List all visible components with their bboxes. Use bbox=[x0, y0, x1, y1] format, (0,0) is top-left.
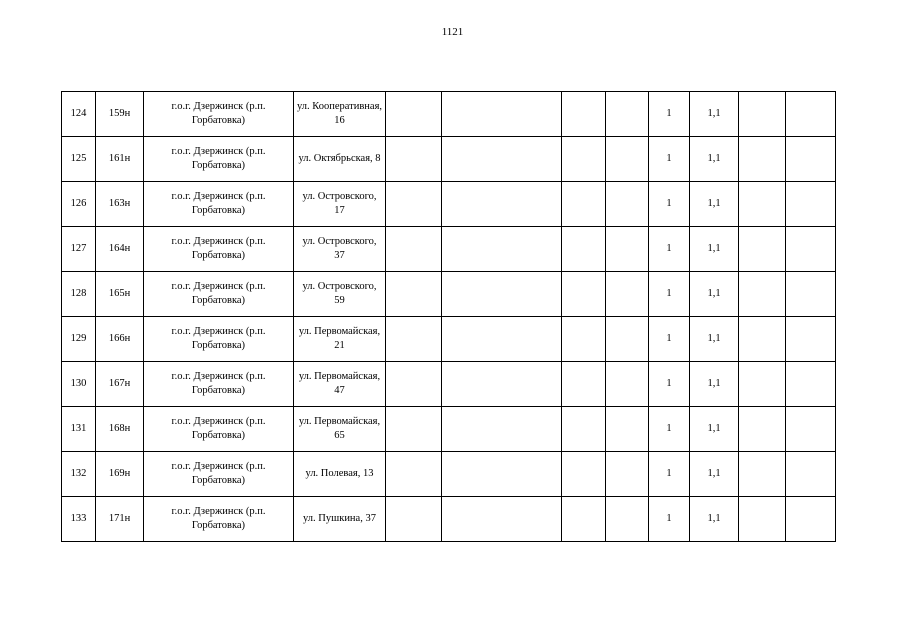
address-cell: ул. Островского, 17 bbox=[294, 182, 386, 227]
municipality-cell: г.о.г. Дзержинск (р.п. Горбатовка) bbox=[144, 452, 294, 497]
empty-cell bbox=[606, 227, 649, 272]
empty-cell bbox=[442, 92, 562, 137]
table-row bbox=[62, 497, 836, 542]
municipality-cell: г.о.г. Дзержинск (р.п. Горбатовка) bbox=[144, 227, 294, 272]
row-number-cell: 126 bbox=[62, 182, 96, 227]
empty-cell bbox=[786, 317, 836, 362]
object-code-cell: 161н bbox=[96, 137, 144, 182]
empty-cell bbox=[562, 407, 606, 452]
table-row bbox=[62, 317, 836, 362]
object-code-cell: 166н bbox=[96, 317, 144, 362]
table-row bbox=[62, 137, 836, 182]
empty-cell bbox=[606, 452, 649, 497]
address-cell: ул. Октябрьская, 8 bbox=[294, 137, 386, 182]
municipality-cell: г.о.г. Дзержинск (р.п. Горбатовка) bbox=[144, 182, 294, 227]
empty-cell bbox=[562, 137, 606, 182]
empty-cell bbox=[386, 137, 442, 182]
empty-cell bbox=[442, 452, 562, 497]
page-number: 1121 bbox=[441, 26, 464, 38]
table-row bbox=[62, 452, 836, 497]
empty-cell bbox=[386, 452, 442, 497]
empty-cell bbox=[386, 92, 442, 137]
empty-cell bbox=[739, 182, 786, 227]
empty-cell bbox=[562, 92, 606, 137]
object-code-cell: 164н bbox=[96, 227, 144, 272]
table-row bbox=[62, 362, 836, 407]
object-code-cell: 167н bbox=[96, 362, 144, 407]
quantity-cell: 1 bbox=[649, 227, 690, 272]
value-cell: 1,1 bbox=[690, 137, 739, 182]
empty-cell bbox=[562, 317, 606, 362]
address-cell: ул. Полевая, 13 bbox=[294, 452, 386, 497]
value-cell: 1,1 bbox=[690, 182, 739, 227]
address-cell: ул. Пушкина, 37 bbox=[294, 497, 386, 542]
empty-cell bbox=[442, 227, 562, 272]
value-cell: 1,1 bbox=[690, 407, 739, 452]
value-cell: 1,1 bbox=[690, 272, 739, 317]
empty-cell bbox=[606, 362, 649, 407]
empty-cell bbox=[606, 182, 649, 227]
row-number-cell: 125 bbox=[62, 137, 96, 182]
table-row bbox=[62, 272, 836, 317]
empty-cell bbox=[442, 362, 562, 407]
object-code-cell: 163н bbox=[96, 182, 144, 227]
municipality-cell: г.о.г. Дзержинск (р.п. Горбатовка) bbox=[144, 362, 294, 407]
object-code-cell: 171н bbox=[96, 497, 144, 542]
empty-cell bbox=[739, 452, 786, 497]
table-row bbox=[62, 182, 836, 227]
empty-cell bbox=[606, 92, 649, 137]
empty-cell bbox=[562, 362, 606, 407]
quantity-cell: 1 bbox=[649, 497, 690, 542]
value-cell: 1,1 bbox=[690, 497, 739, 542]
quantity-cell: 1 bbox=[649, 92, 690, 137]
empty-cell bbox=[739, 227, 786, 272]
empty-cell bbox=[562, 272, 606, 317]
quantity-cell: 1 bbox=[649, 362, 690, 407]
empty-cell bbox=[442, 497, 562, 542]
empty-cell bbox=[562, 452, 606, 497]
municipality-cell: г.о.г. Дзержинск (р.п. Горбатовка) bbox=[144, 407, 294, 452]
municipality-cell: г.о.г. Дзержинск (р.п. Горбатовка) bbox=[144, 317, 294, 362]
table-body bbox=[62, 92, 836, 542]
empty-cell bbox=[606, 317, 649, 362]
value-cell: 1,1 bbox=[690, 92, 739, 137]
row-number-cell: 127 bbox=[62, 227, 96, 272]
empty-cell bbox=[739, 137, 786, 182]
empty-cell bbox=[386, 407, 442, 452]
object-code-cell: 159н bbox=[96, 92, 144, 137]
row-number-cell: 129 bbox=[62, 317, 96, 362]
empty-cell bbox=[442, 407, 562, 452]
empty-cell bbox=[562, 182, 606, 227]
address-cell: ул. Первомайская, 47 bbox=[294, 362, 386, 407]
row-number-cell: 133 bbox=[62, 497, 96, 542]
register-table bbox=[61, 91, 836, 542]
object-code-cell: 168н bbox=[96, 407, 144, 452]
empty-cell bbox=[442, 137, 562, 182]
empty-cell bbox=[786, 227, 836, 272]
object-code-cell: 169н bbox=[96, 452, 144, 497]
empty-cell bbox=[786, 272, 836, 317]
address-cell: ул. Первомайская, 65 bbox=[294, 407, 386, 452]
empty-cell bbox=[386, 317, 442, 362]
empty-cell bbox=[442, 317, 562, 362]
municipality-cell: г.о.г. Дзержинск (р.п. Горбатовка) bbox=[144, 272, 294, 317]
object-code-cell: 165н bbox=[96, 272, 144, 317]
municipality-cell: г.о.г. Дзержинск (р.п. Горбатовка) bbox=[144, 497, 294, 542]
value-cell: 1,1 bbox=[690, 227, 739, 272]
empty-cell bbox=[786, 497, 836, 542]
table-row bbox=[62, 92, 836, 137]
empty-cell bbox=[786, 452, 836, 497]
row-number-cell: 130 bbox=[62, 362, 96, 407]
empty-cell bbox=[442, 272, 562, 317]
row-number-cell: 124 bbox=[62, 92, 96, 137]
address-cell: ул. Первомайская, 21 bbox=[294, 317, 386, 362]
empty-cell bbox=[606, 497, 649, 542]
quantity-cell: 1 bbox=[649, 272, 690, 317]
quantity-cell: 1 bbox=[649, 137, 690, 182]
address-cell: ул. Островского, 59 bbox=[294, 272, 386, 317]
value-cell: 1,1 bbox=[690, 317, 739, 362]
empty-cell bbox=[386, 362, 442, 407]
empty-cell bbox=[386, 272, 442, 317]
address-cell: ул. Кооперативная, 16 bbox=[294, 92, 386, 137]
row-number-cell: 132 bbox=[62, 452, 96, 497]
table-row bbox=[62, 407, 836, 452]
empty-cell bbox=[739, 362, 786, 407]
municipality-cell: г.о.г. Дзержинск (р.п. Горбатовка) bbox=[144, 137, 294, 182]
address-cell: ул. Островского, 37 bbox=[294, 227, 386, 272]
quantity-cell: 1 bbox=[649, 317, 690, 362]
value-cell: 1,1 bbox=[690, 452, 739, 497]
empty-cell bbox=[739, 317, 786, 362]
empty-cell bbox=[739, 272, 786, 317]
empty-cell bbox=[606, 272, 649, 317]
table-row bbox=[62, 227, 836, 272]
quantity-cell: 1 bbox=[649, 452, 690, 497]
municipality-cell: г.о.г. Дзержинск (р.п. Горбатовка) bbox=[144, 92, 294, 137]
empty-cell bbox=[739, 497, 786, 542]
empty-cell bbox=[386, 227, 442, 272]
empty-cell bbox=[386, 497, 442, 542]
empty-cell bbox=[606, 407, 649, 452]
empty-cell bbox=[786, 137, 836, 182]
empty-cell bbox=[562, 227, 606, 272]
row-number-cell: 128 bbox=[62, 272, 96, 317]
empty-cell bbox=[739, 92, 786, 137]
empty-cell bbox=[562, 497, 606, 542]
empty-cell bbox=[739, 407, 786, 452]
empty-cell bbox=[786, 182, 836, 227]
empty-cell bbox=[786, 362, 836, 407]
value-cell: 1,1 bbox=[690, 362, 739, 407]
quantity-cell: 1 bbox=[649, 182, 690, 227]
empty-cell bbox=[786, 92, 836, 137]
empty-cell bbox=[786, 407, 836, 452]
empty-cell bbox=[606, 137, 649, 182]
empty-cell bbox=[386, 182, 442, 227]
empty-cell bbox=[442, 182, 562, 227]
quantity-cell: 1 bbox=[649, 407, 690, 452]
row-number-cell: 131 bbox=[62, 407, 96, 452]
